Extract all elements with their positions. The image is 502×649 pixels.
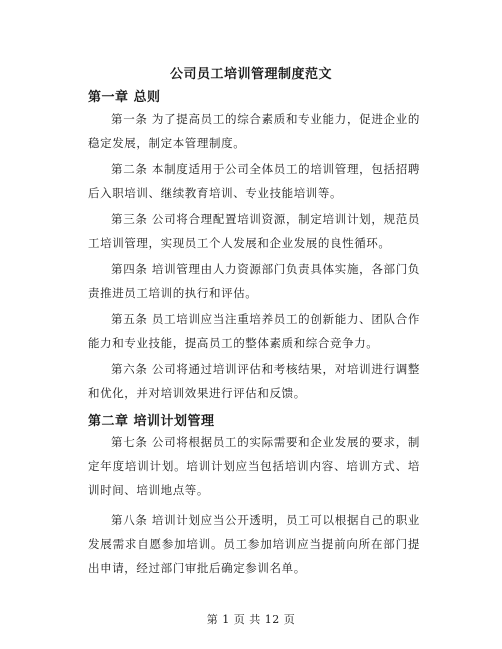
- paragraph-article-4: 第四条 培训管理由人力资源部门负责具体实施，各部门负责推进员工培训的执行和评估。: [88, 262, 420, 300]
- paragraph-article-8: 第八条 培训计划应当公开透明，员工可以根据自己的职业发展需求自愿参加培训。员工参加培训应当提前向所在部门提出申请，经过部门审批后确定参训名单。: [88, 513, 420, 575]
- paragraph-article-2: 第二条 本制度适用于公司全体员工的培训管理，包括招聘后入职培训、继续教育培训、专业技能培训等。: [88, 162, 420, 200]
- document-title: 公司员工培训管理制度范文: [169, 67, 332, 82]
- chapter-heading: 第二章 培训计划管理: [88, 414, 215, 429]
- chapter-heading: 第一章 总则: [88, 90, 161, 105]
- paragraph-article-5: 第五条 员工培训应当注重培养员工的创新能力、团队合作能力和专业技能，提高员工的整体素质和综合竞争力。: [88, 312, 420, 350]
- paragraph-article-3: 第三条 公司将合理配置培训资源，制定培训计划，规范员工培训管理，实现员工个人发展和企业发展的良性循环。: [88, 212, 420, 250]
- paragraph-article-6: 第六条 公司将通过培训评估和考核结果，对培训进行调整和优化，并对培训效果进行评估和反馈。: [88, 362, 420, 400]
- page-number-footer: 第 1 页 共 12 页: [206, 613, 296, 626]
- paragraph-article-1: 第一条 为了提高员工的综合素质和专业能力，促进企业的稳定发展，制定本管理制度。: [88, 112, 420, 150]
- paragraph-article-7: 第七条 公司将根据员工的实际需要和企业发展的要求，制定年度培训计划。培训计划应当包括培训内容、培训方式、培训时间、培训地点等。: [88, 435, 420, 497]
